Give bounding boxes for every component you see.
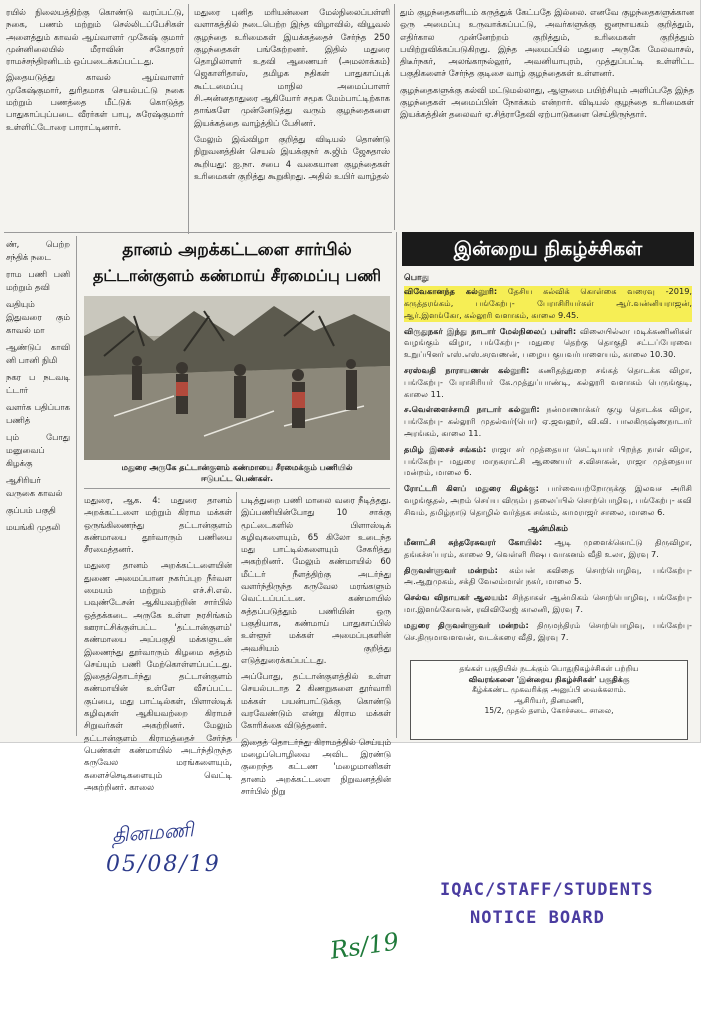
event-venue: ரோட்டரி கிளப் மதுரை கிழக்கு: xyxy=(404,483,539,494)
left-fragment: ஆசிரியர் வருகை காவல் xyxy=(6,475,63,498)
column-rule xyxy=(236,492,237,738)
events-section-general: பொது xyxy=(404,273,430,283)
event-item xyxy=(404,483,692,518)
notice-line: 15/2, முதல் தளம், கோச்சடை சாலை, xyxy=(484,706,614,715)
events-list xyxy=(404,270,692,652)
event-item xyxy=(404,565,692,589)
event-venue: ச.வெள்ளைச்சாமி நாடார் கல்லூரி: xyxy=(404,404,540,415)
event-item xyxy=(404,444,692,479)
event-item xyxy=(404,365,692,400)
event-venue: மதுரை திருவள்ளுவர் மன்றம்: xyxy=(404,619,529,630)
column-rule xyxy=(394,4,395,230)
event-venue: விவேகானந்த கல்லூரி: xyxy=(404,286,498,297)
top-middle-article xyxy=(194,6,390,226)
article-body-col2 xyxy=(241,494,391,796)
top-right-article xyxy=(400,6,694,224)
left-fragment: ஆண்டுப் காவி னி பானி நிமி xyxy=(6,342,70,365)
event-item xyxy=(404,592,692,616)
article-paragraph: மதுரை தானம் அறக்கட்டளையின் துணை அமைப்பான நகர்ப்புற நீர்வள மையம் மற்றும் எச்.சி.எல். பவுண்டேசன் ஆகியவற்றின் சார்பில் ஒத்தக்கடை அருகே உள்ள நரசிங்கம் ஊராட்சிக்குள்பட்ட 'தட்டான்குளம்' கண்மாயை அப்பகுதி மக்களுடன் இணைந்து தூர்வாரும் கிழமை சுத்தம் செய்யும் பணி மேற்கொள்ளப்பட்டது. இதைத்தொடர்ந்து தட்டான்குளம் கண்மாயின் உள்ளே வீசப்பட்ட குப்பை, மது பாட்டில்கள், பிளாஸ்டிக் கழிவுகள் ஆகியவற்றை கிராமச் சிறுவர்கள் அகற்றினர். மேலும் தட்டான்குளம் கிராமத்தைச் சேர்ந்த பெண்கள் கண்மாயில் அடர்ந்திருந்த கருவேல மரங்களையும், களைச்செடிகளையும் வெட்டி அகற்றினர். காலை xyxy=(84,560,232,792)
event-text: பார்வையற்றோருக்கு இலவச அரிசி வழங்குதல், அறம் செய்ய விரும்பு தலைப்பில் சொற்பொழிவு, பங்கேற்பு- கவி சிவம், தமிழ்நாடு தொழில் வர்த்தக சங்கம், காமராஜர் சாலை, மாலை 6. xyxy=(404,483,692,517)
event-item xyxy=(404,326,692,361)
event-venue: மீனாட்சி சுந்தரேசுவரர் கோயில்: xyxy=(404,536,543,547)
article-headline-line1: தானம் அறக்கட்டளை சார்பில் xyxy=(122,240,352,260)
event-text: சிந்தாகள் ஆன்மிகம் சொற்பொழிவு, பங்கேற்பு- மா.இளங்கோவன், ரவிவிலேஜ் காலனி, இரவு 7. xyxy=(404,592,693,614)
left-strip-top xyxy=(6,6,184,230)
events-submission-notice xyxy=(410,660,688,740)
article-paragraph: இதைத் தொடர்ந்து கிராமத்தில் செய்யும் மழைப்பொழிவை அவிட இரண்டு குறைந்த கட்டண 'மழைமானிகள் தானம் அறக்கட்டளை நிறுவனத்தின் சார்பில் நிறு xyxy=(241,736,391,796)
event-text: கணிதத்துறை சங்கத் தொடக்க விழா, பங்கேற்பு- பேராசிரியர் கே.முத்துப்பாண்டி, கல்லூரி வளாகம் பெருங்குடி, காலை 11. xyxy=(404,365,692,399)
left-fragment: ண், பெற்ற சந்திக் நடை xyxy=(6,239,70,262)
left-fragment: வதியும் இதுவரை கும் காவல் மா xyxy=(6,299,70,335)
event-venue: திருவள்ளுவர் மன்றம்: xyxy=(404,564,498,575)
iqac-stamp-line2: NOTICE BOARD xyxy=(470,908,605,928)
photo-caption-line1: மதுரை அருகே தட்டான்குளம் கண்மாயை சீரமைக்கும் பணியில் xyxy=(121,463,353,472)
top-right-paragraph: தும் குழந்தைகளிடம் கருத்துக் கேட்பதே இல்லை. எனவே குழந்தைகளுக்கான ஒரு அமைப்பு உருவாக்கப்பட்டு, அவர்களுக்கு ஜனநாயகம் குறித்தும், எதிர்கால முன்னேற்றம் குறித்தும், உரிமைகள் குறித்தும் பயிற்றுவிக்கப்படுகிறது. இந்த அமைப்பில் மதுரை அருகே மேலவாசல், திடீர்நகர், அலங்காநல்லூர், அவனியாபுரம், முத்துப்பட்டி உள்ளிட்ட பகுதிகளைச் சேர்ந்த குடிசை வாழ் குழந்தைகள் உள்ளனர். xyxy=(400,7,694,79)
event-item xyxy=(404,286,692,321)
left-fragment: நகர ப நடவடி ட்டார் xyxy=(6,372,70,395)
event-venue: விருதுநகர் இந்து நாடார் மேல்நிலைப் பள்ளி: xyxy=(404,325,577,336)
notice-line: விவரங்களை 'இன்றைய நிகழ்ச்சிகள்' பகுதிக்கு xyxy=(468,674,630,684)
event-text: ஆடி முளைக்கொட்டு திருவிழா, தங்கச்சப்பரம், காலை 9, வெள்ளி ரிஷப வாகனம் வீதி உலா, இரவு 7. xyxy=(404,536,692,559)
top-middle-paragraph: மதுரை புனித மரியன்னை மேல்நிலைப்பள்ளி வளாகத்தில் நடைபெற்ற இந்த விழாவில், வியூவல் குழந்தை உரிமைகள் இயக்கத்தைச் சேர்ந்த 250 குழந்தைகள் பங்கேற்றனர். இதில் மதுரை தொழிலாளர் உதவி ஆணையர் (அமலாக்கம்) ஜெகாளிதாஸ், தமிழக நதிகள் பாதுகாப்புக் கூட்டமைப்பு மாநில அமைப்பாளர் சி.அன்னதாதுரை ஆகியோர் சமூக மேம்பாட்டிற்காக தாங்களே முன்னேடுத்து வரும் குழந்தைகளை இயக்கத்தை வாழ்த்திப் பேசினர். xyxy=(194,7,390,128)
article-paragraph: படித்துறை பணி மாலை வரை நீடித்தது. இப்பணியின்போது 10 சாக்கு மூட்டைகளில் பிளாஸ்டிக் கழிவுகளையும், 65 கிலோ உடைந்த மது பாட்டில்களையும் சேகரித்து அகற்றினர். மேலும் கண்மாயில் 60 மீட்டர் நீளத்திற்கு அடர்ந்து வளர்ந்திருந்த கருவேல மரங்களும் வெட்டப்பட்டன. கண்மாயில் சுத்தப்படுத்தும் பணியின் ஒரு பகுதியாக, கண்மாய் பாதுகாப்பில் உள்ளூர் மக்கள் அமைப்புகளின் அவசியம் குறித்து எடுத்துரைக்கப்பட்டது. xyxy=(241,495,391,665)
event-item xyxy=(404,537,692,561)
caption-rule xyxy=(84,488,390,489)
handwritten-date: 05/08/19 xyxy=(106,852,221,877)
left-strip-paragraph: ரயில் நிலையத்திற்கு கொண்டு வரப்பட்டு, நகை, பணம் மற்றும் செல்லிடப்பேசிகள் அளைத்தும் காவல் ஆய்வாளர் முகேஷ் குமார் முன்னிலையில் மீராவின் சகோதரர் ராமச்சந்திரனிடம் ஒப்படைக்கப்பட்டது. xyxy=(6,7,184,67)
event-venue: செல்வ விநாயகர் ஆலயம்: xyxy=(404,592,508,603)
events-section-spiritual: ஆன்மிகம் xyxy=(527,523,569,534)
article-headline-line2: தட்டான்குளம் கண்மாய் சீரமைப்பு பணி xyxy=(92,266,382,285)
iqac-stamp-line1: IQAC/STAFF/STUDENTS xyxy=(440,880,654,900)
left-fragment: குப்பம் பகுதி xyxy=(6,505,56,515)
events-title: இன்றைய நிகழ்ச்சிகள் xyxy=(402,232,694,266)
left-fragment: வளர்க பதிப்பாக பணித் xyxy=(6,402,70,425)
notice-line: தங்கள் பகுதியில் நடக்கும் பொதுநிகழ்ச்சிகள் பற்றிய xyxy=(459,664,639,673)
event-text: நன்மாணாக்கர் குழு தொடக்க விழா, பங்கேற்பு- கல்லூரி முதல்வர்(பொ) ஏ.ஜவஹர், வி.வி. பாலகிருஷ்ணநாடார் அரங்கம், காலை 11. xyxy=(404,404,692,439)
left-fragment: ராம பணி பனி மற்றும் தவி xyxy=(6,269,70,292)
article-body-col1 xyxy=(84,494,232,792)
notice-line: கீழ்க்கண்ட முகவரிக்கு அனுப்பி வைக்கலாம். xyxy=(471,685,626,694)
left-strip-bottom xyxy=(6,238,70,738)
column-rule xyxy=(188,4,189,234)
column-rule xyxy=(76,236,77,736)
event-venue: தமிழ் இசைச் சங்கம்: xyxy=(404,443,487,454)
top-right-paragraph: குழந்தைகளுக்கு கல்வி மட்டுமல்லாது, ஆளுமை பயிற்சியும் அளிப்பதே இந்த குழந்தைகள் அமைப்பின் நோக்கம் என்றார். விடியல் குழந்தை உரிமைகள் இயக்கத்தின் தலைவர் ஏ.சித்ராதேவி ஏற்பாடுகளை செய்திருந்தார். xyxy=(400,84,694,120)
article-paragraph: மதுரை, ஆக. 4: மதுரை தானம் அறக்கட்டளை மற்றும் கிராம மக்கள் ஒருங்கிணைந்து தட்டான்குளம் கண்மாயை தூர்வாரும் பணியை சீரமைத்தனர். xyxy=(84,495,232,555)
women-clearing-lake-photo xyxy=(84,296,390,460)
column-rule xyxy=(396,232,397,738)
signature-initials: Rs/19 xyxy=(328,927,401,965)
left-strip-paragraph: இதையடுத்து காவல் ஆய்வாளர் முகேஷ்குமார், துரிதமாக செயல்பட்டு நகை மற்றும் பணத்தை மீட்டுக் கொடுத்த பாதுகாப்புப்படை வீரர்கள் பாபு, சுரேஷ்குமார் உள்ளிட்டோரை பாராட்டினார். xyxy=(6,72,184,132)
article-paragraph: அப்போது, தட்டான்குளத்தில் உள்ள செயல்படாத 2 கிணறுகளை தூர்வாரி மக்கள் பயன்பாட்டுக்கு கொண்டு வரவேண்டும் என்று கிராம மக்கள் கோரிக்கை விடுத்தனர். xyxy=(241,671,391,731)
left-fragment: மயங்கி முதலி xyxy=(6,522,61,532)
event-text: திருமந்திரம் சொற்பொழிவு, பங்கேற்பு- செ.திருமாவளவன், வடக்கரை வீதி, இரவு 7. xyxy=(404,619,692,642)
photo-caption-line2: ஈடுபட்ட பெண்கள். xyxy=(201,474,273,483)
event-text: கம்பன் கவிதை சொற்பொழிவு, பங்கேற்பு- அ.ஆறுமுகம், சக்தி வேலம்மாள் நகர், மாலை 5. xyxy=(404,564,692,587)
notice-line: ஆசிரியர், தினமணி, xyxy=(514,695,584,705)
event-text: விலையில்லா மடிக்கணினிகள் வழங்கும் விழா, பங்கேற்பு- மதுரை தெற்கு தொகுதி சட்டப்பேரவை உறுப்பினர் எஸ்.எஸ்.சரவணன், பழைய குயவர்பாளையம், காலை 10.30. xyxy=(404,325,692,360)
top-middle-paragraph: மேலும் இவ்விழா குறித்து விடியல் தொண்டு நிறுவனத்தின் செயல் இயக்குநர் சு.ஜிம் ஜேசுதாஸ் கூறியது: ஐ.நா. சபை 4 வகையான குழந்தைகள் உரிமைகள் குறித்து கூறுகிறது. அதில் உயிர் வாழ்தல் xyxy=(194,133,390,181)
event-venue: சரஸ்வதி நாராயணன் கல்லூரி: xyxy=(404,365,530,376)
event-item xyxy=(404,620,692,644)
handwritten-paper-name: தினமணி xyxy=(111,817,195,847)
photo-caption xyxy=(84,462,390,484)
event-text: தேசிய கல்விக் கொள்கை வரைவு -2019, கருத்தரங்கம், பங்கேற்பு- பேராசிரியர்கள் ஆர்.வன்னியராஜன், ஆர்.இளங்கோ, கல்லூரி வளாகம், காலை 9.45. xyxy=(404,286,693,320)
left-fragment: பும் போது மனுவைப் கிழக்கு xyxy=(6,432,70,468)
article-top-rule xyxy=(80,232,392,233)
event-item xyxy=(404,404,692,439)
article-photo xyxy=(84,296,390,460)
event-text: ராஜா சர் முத்தையா செட்டியார் பிறந்த நாள் விழா, பங்கேற்பு- மதுரை மாநகராட்சி ஆணையர் ச.விசாகன், ராஜா முத்தையா மன்றம், மாலை 6. xyxy=(404,443,693,478)
